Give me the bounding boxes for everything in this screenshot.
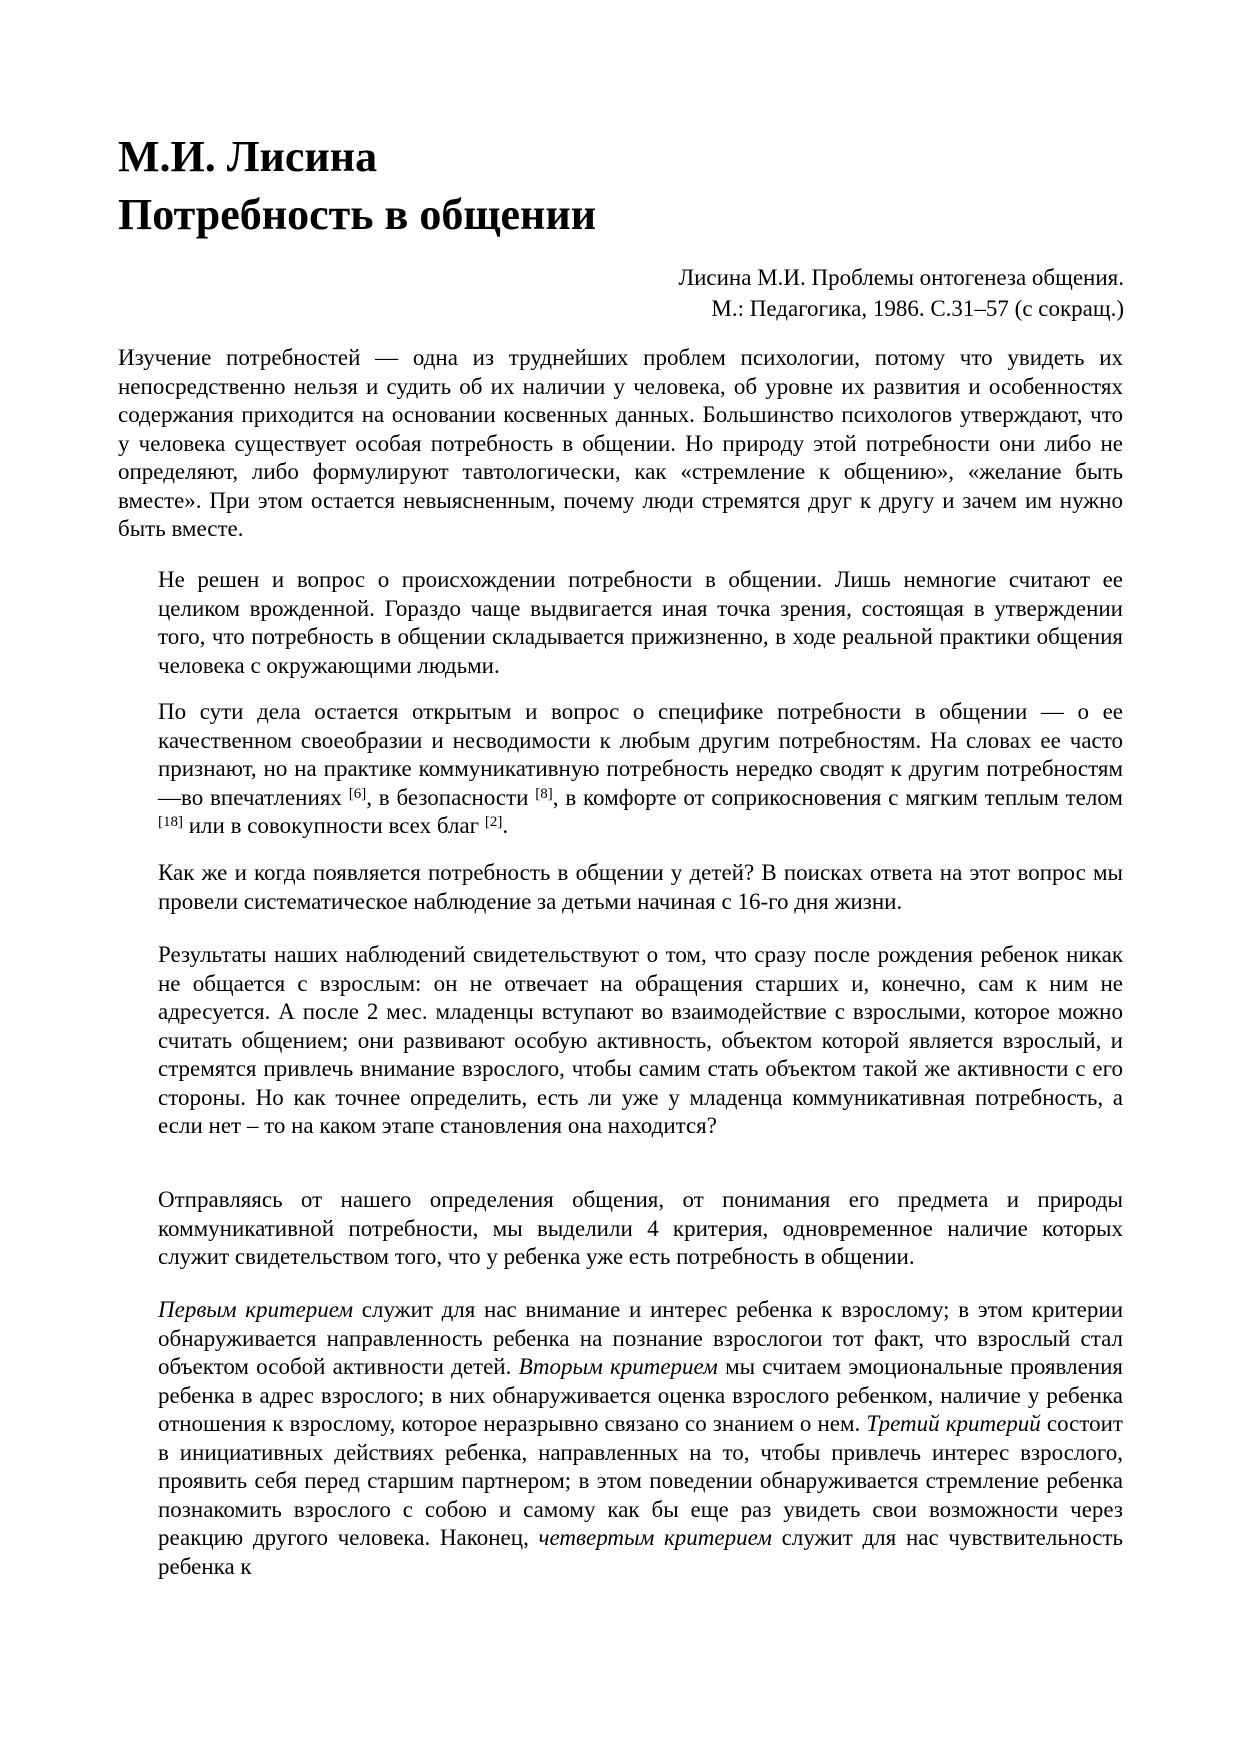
paragraph-7-text-4: служит для нас чувствительность ребенка к <box>158 1525 1123 1579</box>
paragraph-3-text-2: , в безопасности <box>366 784 536 810</box>
paragraph-7-text-2: мы считаем эмоциональные проявления ребенка в адрес взрослого; в них обнаруживается оценка взрослого ребенком, наличие у ребенка отношения к взрослому, которое неразрывно связано со знанием о нем. <box>158 1354 1123 1436</box>
paragraph-4: Как же и когда появляется потребность в общении у детей? В поисках ответа на этот вопрос мы провели систематическое наблюдение за детьми начиная с 16-го дня жизни. <box>158 860 1123 914</box>
reference-2: [2] <box>484 814 503 830</box>
paragraph-5: Результаты наших наблюдений свидетельствуют о том, что сразу после рождения ребенок никак не общается с взрослым: он не отвечает на обращения старших и, конечно, сам к ним не адресуется. А после 2 мес. младенцы вступают во взаимодействие с взрослыми, которое можно считать общением; они развивают особую активность, объектом которой является взрослый, и стремятся привлечь внимание взрослого, чтобы самим стать объектом такой же активности с его стороны. Но как точнее определить, есть ли уже у младенца коммуникативная потребность, а если нет – то на каком этапе становления она находится? <box>158 942 1123 1138</box>
criterion-3-term: Третий критерий <box>866 1411 1041 1436</box>
paragraph-2: Не решен и вопрос о происхождении потребности в общении. Лишь немногие считают ее целиком врожденной. Гораздо чаще выдвигается иная точка зрения, состоящая в утверждении того, что потребность в общении складывается прижизненно, в ходе реальной практики общения человека с окружающими людьми. <box>158 567 1123 678</box>
paragraph-6: Отправляясь от нашего определения общения, от понимания его предмета и природы коммуникативной потребности, мы выделили 4 критерия, одновременное наличие которых служит свидетельством того, что у ребенка уже есть потребность в общении. <box>158 1187 1123 1269</box>
source-citation <box>679 262 1125 324</box>
paragraph-3-text-4: или в совокупности всех благ <box>183 813 485 838</box>
paragraph-7-text-3: состоит в инициативных действиях ребенка, направленных на то, чтобы привлечь интерес взрослого, проявить себя перед старшим партнером; в этом поведении обнаруживается стремление ребенка познакомить взрослого с собою и самому как бы еще раз увидеть свои возможности через реакцию другого человека. Наконец, <box>158 1411 1123 1550</box>
reference-6: [6] <box>348 785 367 802</box>
source-line-1: Лисина М.И. Проблемы онтогенеза общения. <box>678 265 1124 290</box>
source-line-2: М.: Педагогика, 1986. С.31–57 (с сокращ.) <box>711 296 1124 321</box>
criterion-1-term: Первым критерием <box>158 1297 354 1322</box>
paragraph-7 <box>158 1296 1123 1581</box>
document-title <box>118 128 596 244</box>
reference-18: [18] <box>158 814 183 830</box>
author-name: М.И. Лисина <box>118 132 378 181</box>
paragraph-3 <box>158 698 1123 841</box>
paragraph-3-text-5: . <box>502 813 509 838</box>
paragraph-3-text-3: , в комфорте от соприкосновения с мягким теплым телом <box>552 784 1123 810</box>
paragraph-3-text-1: По сути дела остается открытым и вопрос о специфике потребности в общении — о ее качественном своеобразии и несводимости к любым другим потребностям. На словах ее часто признают, но на практике коммуникативную потребность нередко сводят к другим потребностям—во впечатлениях <box>158 699 1123 810</box>
reference-8: [8] <box>535 785 553 802</box>
criterion-2-term: Вторым критерием <box>518 1354 718 1379</box>
paragraph-1: Изучение потребностей — одна из труднейших проблем психологии, потому что увидеть их непосредственно нельзя и судить об их наличии у человека, об уровне их развития и особенностях содержания приходится на основании косвенных данных. Большинство психологов утверждают, что у человека существует особая потребность в общении. Но природу этой потребности они либо не определяют, либо формулируют тавтологически, как «стремление к общению», «желание быть вместе». При этом остается невыясненным, почему люди стремятся друг к другу и зачем им нужно быть вместе. <box>118 345 1123 541</box>
criterion-4-term: четвертым критерием <box>538 1525 772 1550</box>
paragraph-7-text-1: служит для нас внимание и интерес ребенка к взрослому; в этом критерии обнаруживается направленность ребенка на познание взрослогои тот факт, что взрослый стал объектом особой активности детей. <box>158 1297 1124 1379</box>
article-title: Потребность в общении <box>118 190 597 239</box>
